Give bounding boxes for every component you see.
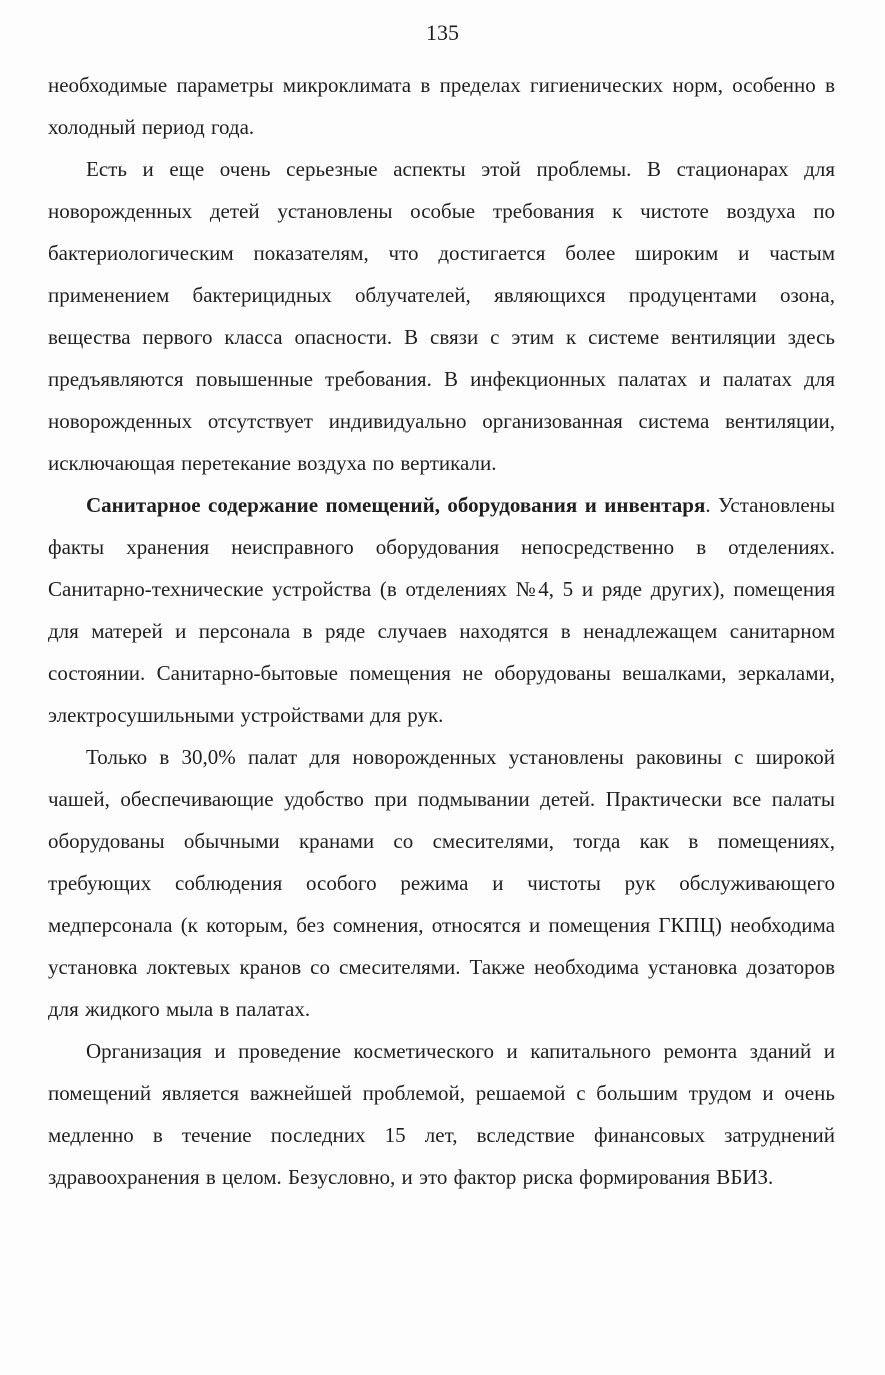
paragraph-ventilation: Есть и еще очень серьезные аспекты этой проблемы. В стационарах для новорожденных детей установлены особые требования к чистоте воздуха по бактериологическим показателям, что достигается более широким и частым применением бактерицидных облучателей, являющихся продуцентами озона, вещества первого класса опасности. В связи с этим к системе вентиляции здесь предъявляются повышенные требования. В инфекционных палатах и палатах для новорожденных отсутствует индивидуально организованная система вентиляции, исключающая перетекание воздуха по вертикали.	[48, 157, 835, 475]
page-body	[48, 64, 835, 1198]
paragraph-sinks: Только в 30,0% палат для новорожденных установлены раковины с широкой чашей, обеспечивающие удобство при подмывании детей. Практически все палаты оборудованы обычными кранами со смесителями, тогда как в помещениях, требующих соблюдения особого режима и чистоты рук обслуживающего медперсонала (к которым, без сомнения, относятся и помещения ГКПЦ) необходима установка локтевых кранов со смесителями. Также необходима установка дозаторов для жидкого мыла в палатах.	[48, 745, 835, 1021]
paragraph-continuation: необходимые параметры микроклимата в пределах гигиенических норм, особенно в холодный период года.	[48, 73, 835, 139]
paragraph-sanitary-text: . Установлены факты хранения неисправного оборудования непосредственно в отделениях. Санитарно-технические устройства (в отделениях №4, 5 и ряде других), помещения для матерей и персонала в ряде случаев находятся в ненадлежащем санитарном состоянии. Санитарно-бытовые помещения не оборудованы вешалками, зеркалами, электросушильными устройствами для рук.	[48, 493, 835, 727]
section-heading: Санитарное содержание помещений, оборудования и инвентаря	[86, 493, 706, 517]
paragraph-sanitary-maintenance	[48, 484, 835, 736]
paragraph-repairs: Организация и проведение косметического и капитального ремонта зданий и помещений является важнейшей проблемой, решаемой с большим трудом и очень медленно в течение последних 15 лет, вследствие финансовых затруднений здравоохранения в целом. Безусловно, и это фактор риска формирования ВБИЗ.	[48, 1039, 835, 1189]
page-number: 135	[426, 20, 459, 45]
